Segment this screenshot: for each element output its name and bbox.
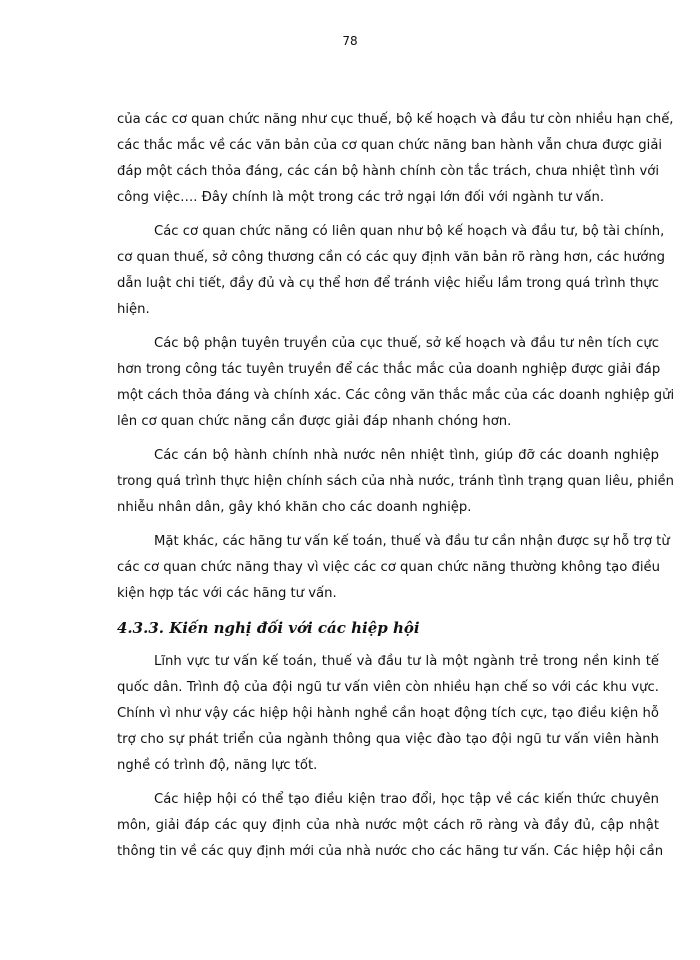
text-line: quốc dân. Trình độ của đội ngũ tư vấn viên còn nhiều hạn chế so với các khu vực. [117, 680, 659, 695]
paragraph [117, 219, 666, 323]
section-heading: 4.3.3. Kiến nghị đối với các hiệp hội [117, 619, 420, 637]
text-line: nghề có trình độ, năng lực tốt. [117, 758, 318, 773]
text-line: hiện. [117, 302, 150, 317]
document-body [117, 107, 675, 873]
paragraphs-after-heading [117, 649, 664, 865]
text-line: trong quá trình thực hiện chính sách của nhà nước, tránh tình trạng quan liêu, phiền [117, 474, 675, 489]
text-line: dẫn luật chi tiết, đầy đủ và cụ thể hơn để tránh việc hiểu lầm trong quá trình thực [117, 276, 659, 291]
text-line: thông tin về các quy định mới của nhà nước cho các hãng tư vấn. Các hiệp hội cần [117, 844, 664, 859]
text-line: Các cơ quan chức năng có liên quan như bộ kế hoạch và đầu tư, bộ tài chính, [154, 224, 665, 239]
text-line: Mặt khác, các hãng tư vấn kế toán, thuế và đầu tư cần nhận được sự hỗ trợ từ [154, 534, 670, 549]
text-line: một cách thỏa đáng và chính xác. Các công văn thắc mắc của các doanh nghiệp gửi [117, 388, 675, 403]
text-line: cơ quan thuế, sở công thương cần có các quy định văn bản rõ ràng hơn, các hướng [117, 250, 666, 265]
text-line: các thắc mắc về các văn bản của cơ quan chức năng ban hành vẫn chưa được giải [117, 138, 663, 153]
text-line: Lĩnh vực tư vấn kế toán, thuế và đầu tư là một ngành trẻ trong nền kinh tế [154, 654, 659, 669]
text-line: Chính vì như vậy các hiệp hội hành nghề cần hoạt động tích cực, tạo điều kiện hỗ [117, 706, 659, 721]
text-line: của các cơ quan chức năng như cục thuế, bộ kế hoạch và đầu tư còn nhiều hạn chế, [117, 112, 674, 127]
paragraph [117, 649, 659, 779]
paragraphs-before-heading [117, 107, 675, 607]
text-line: lên cơ quan chức năng cần được giải đáp nhanh chóng hơn. [117, 414, 512, 429]
paragraph [117, 529, 670, 607]
text-line: Các bộ phận tuyên truyền của cục thuế, sở kế hoạch và đầu tư nên tích cực [154, 336, 659, 351]
paragraph [117, 107, 674, 211]
page-number: 78 [342, 34, 358, 48]
text-line: đáp một cách thỏa đáng, các cán bộ hành chính còn tắc trách, chưa nhiệt tình với [117, 164, 659, 179]
text-line: Các cán bộ hành chính nhà nước nên nhiệt tình, giúp đỡ các doanh nghiệp [154, 448, 659, 463]
text-line: hơn trong công tác tuyên truyền để các thắc mắc của doanh nghiệp được giải đáp [117, 362, 661, 377]
text-line: các cơ quan chức năng thay vì việc các cơ quan chức năng thường không tạo điều [117, 560, 660, 575]
paragraph [117, 331, 675, 435]
text-line: môn, giải đáp các quy định của nhà nước một cách rõ ràng và đầy đủ, cập nhật [117, 818, 659, 833]
text-line: Các hiệp hội có thể tạo điều kiện trao đổi, học tập về các kiến thức chuyên [154, 792, 659, 807]
paragraph [117, 443, 675, 521]
text-line: trợ cho sự phát triển của ngành thông qua việc đào tạo đội ngũ tư vấn viên hành [117, 732, 659, 747]
text-line: công việc…. Đây chính là một trong các trở ngại lớn đối với ngành tư vấn. [117, 190, 605, 205]
text-line: nhiễu nhân dân, gây khó khăn cho các doanh nghiệp. [117, 500, 472, 515]
paragraph [117, 787, 664, 865]
text-line: kiện hợp tác với các hãng tư vấn. [117, 586, 337, 601]
